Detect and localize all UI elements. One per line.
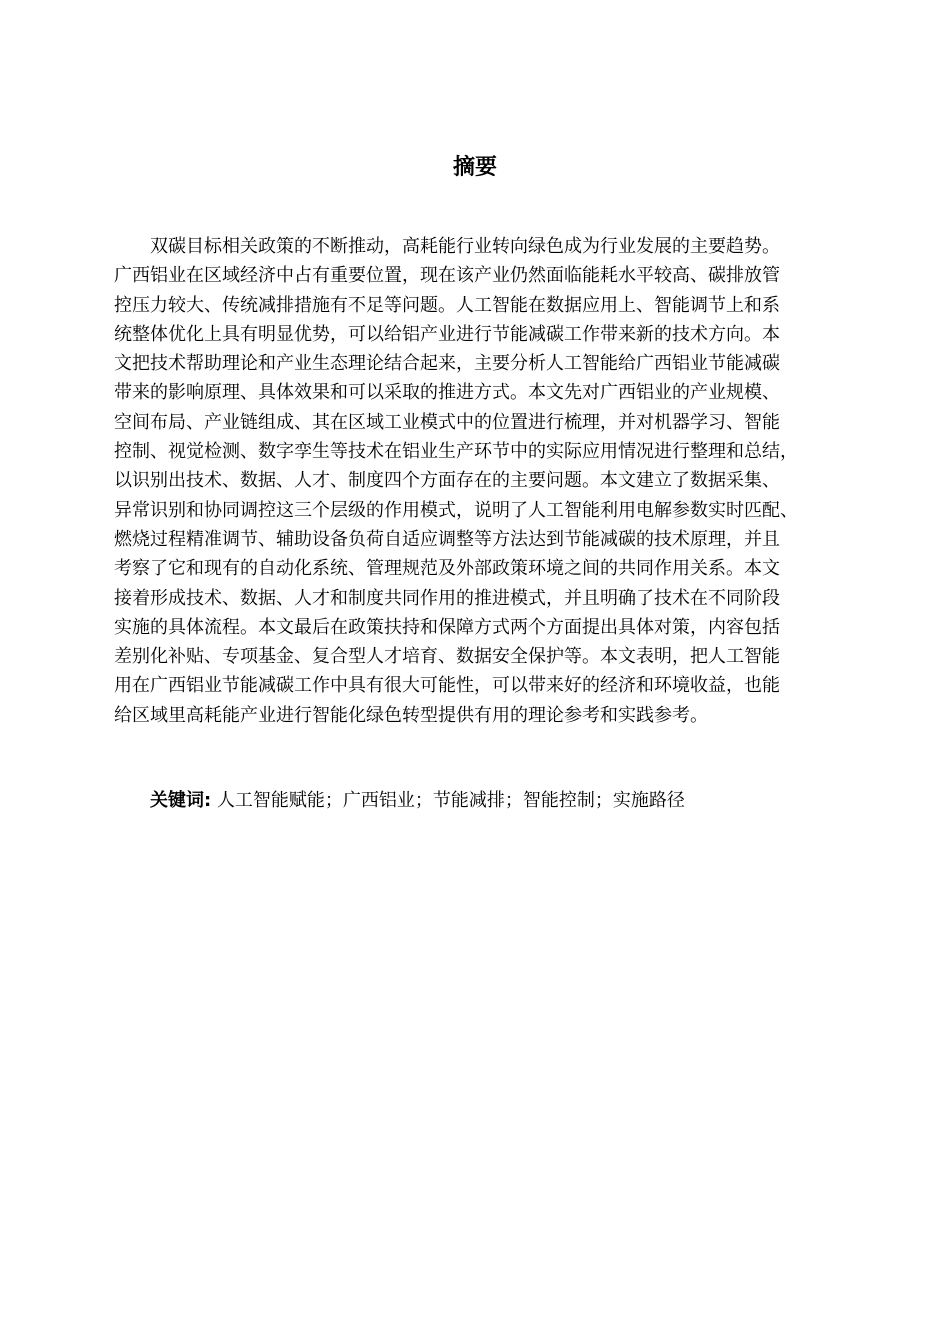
abstract-line: 统整体优化上具有明显优势，可以给铝产业进行节能减碳工作带来新的技术方向。本	[114, 323, 780, 345]
abstract-line: 双碳目标相关政策的不断推动，高耗能行业转向绿色成为行业发展的主要趋势。	[150, 236, 780, 257]
abstract-line: 给区域里高耗能产业进行智能化绿色转型提供有用的理论参考和实践参考。	[114, 704, 708, 726]
abstract-line: 带来的影响原理、具体效果和可以采取的推进方式。本文先对广西铝业的产业规模、	[114, 382, 780, 404]
abstract-line: 控压力较大、传统减排措施有不足等问题。人工智能在数据应用上、智能调节上和系	[114, 294, 780, 316]
abstract-line: 燃烧过程精准调节、辅助设备负荷自适应调整等方法达到节能减碳的技术原理，并且	[114, 528, 780, 550]
abstract-line: 差别化补贴、专项基金、复合型人才培育、数据安全保护等。本文表明，把人工智能	[114, 646, 780, 668]
abstract-line: 文把技术帮助理论和产业生态理论结合起来，主要分析人工智能给广西铝业节能减碳	[114, 353, 780, 375]
abstract-line: 控制、视觉检测、数字孪生等技术在铝业生产环节中的实际应用情况进行整理和总结，	[114, 441, 798, 463]
abstract-line: 空间布局、产业链组成、其在区域工业模式中的位置进行梳理，并对机器学习、智能	[114, 411, 780, 433]
abstract-line: 以识别出技术、数据、人才、制度四个方面存在的主要问题。本文建立了数据采集、	[114, 470, 780, 492]
abstract-body	[114, 232, 850, 730]
abstract-line: 异常识别和协同调控这三个层级的作用模式，说明了人工智能利用电解参数实时匹配、	[114, 499, 798, 521]
abstract-line: 广西铝业在区域经济中占有重要位置，现在该产业仍然面临能耗水平较高、碳排放管	[114, 265, 780, 287]
abstract-line: 实施的具体流程。本文最后在政策扶持和保障方式两个方面提出具体对策，内容包括	[114, 616, 780, 638]
abstract-line: 考察了它和现有的自动化系统、管理规范及外部政策环境之间的共同作用关系。本文	[114, 558, 780, 580]
abstract-line: 用在广西铝业节能减碳工作中具有很大可能性，可以带来好的经济和环境收益，也能	[114, 675, 780, 697]
keywords-line	[150, 786, 850, 815]
keywords-text: 人工智能赋能；广西铝业；节能减排；智能控制；实施路径	[216, 790, 685, 811]
page-title: 摘要	[452, 155, 497, 180]
abstract-line: 接着形成技术、数据、人才和制度共同作用的推进模式，并且明确了技术在不同阶段	[114, 587, 780, 609]
keywords-label: 关键词:	[150, 790, 212, 811]
